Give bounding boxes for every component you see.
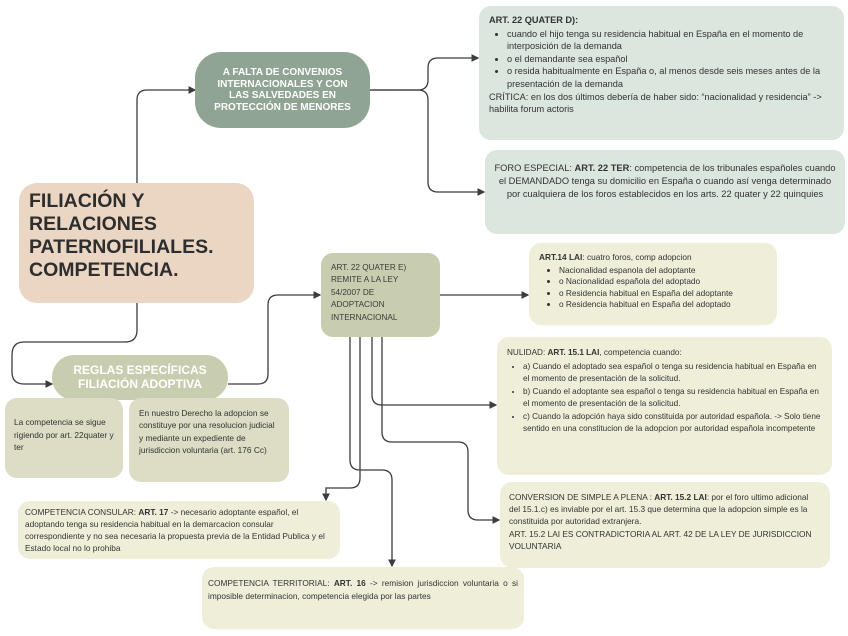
consular-article: ART. 17 xyxy=(138,507,169,517)
consular-prefix: COMPETENCIA CONSULAR: xyxy=(25,507,139,517)
connector-to-remite xyxy=(228,295,320,384)
branch-convenios-line: INTERNACIONALES Y CON xyxy=(217,78,348,90)
main-title-node xyxy=(19,183,254,303)
remite-line: REMITE A LA LEY xyxy=(331,275,399,285)
branch-convenios-node xyxy=(195,52,370,128)
nulidad-item: • a) Cuando el adoptado sea español o tenga su residencia habitual en España en el momento de presentación de la solicitud. xyxy=(523,361,822,386)
competencia-sigue-text: La competencia se sigue rigiendo por art. 22quater y ter xyxy=(14,417,114,452)
art22quater-item: • o el demandante sea español xyxy=(507,53,834,66)
branch-convenios-line: A FALTA DE CONVENIOS xyxy=(222,67,343,78)
connector-to-conversion xyxy=(382,337,499,520)
art14-heading xyxy=(539,252,767,264)
connector-to-nulidad xyxy=(372,337,496,405)
nulidad-node xyxy=(497,337,832,475)
foro-especial-text: : competencia de los tribunales españoles cuando el DEMANDADO tenga su domicilio en España o cuando así venga determinado por cualquiera de los foros establecidos en los arts. 22 quater y 22 quinquies xyxy=(498,163,836,199)
art14-item: • o Residencia habitual en España del adoptado xyxy=(559,299,767,311)
conversion-article: ART. 15.2 LAI xyxy=(654,492,707,502)
art14-item: • o Nacionalidad española del adoptado xyxy=(559,276,767,288)
main-title-line: COMPETENCIA. xyxy=(29,259,179,281)
nulidad-item: • b) Cuando el adoptante sea español o tenga su residencia habitual en España en el momento de presentación de la solicitud. xyxy=(523,386,822,411)
art22quater-critica: CRÍTICA: en los dos últimos debería de haber sido: “nacionalidad y residencia” -> habilita forum actoris xyxy=(489,91,822,115)
conversion-text: : por el foro ultimo adicional del 15.1.c) es inviable por el art. 15.3 que determina que la adopcion simple es la constituida por autoridad extranjera. xyxy=(509,492,809,527)
competencia-sigue-node xyxy=(5,398,123,478)
territorial-text: -> remision jurisdiccion voluntaria o si imposible determinacion, competencia elegida por las partes xyxy=(208,578,518,601)
nulidad-prefix: NULIDAD: xyxy=(507,348,548,357)
conversion-prefix: CONVERSION DE SIMPLE A PLENA : xyxy=(509,492,655,502)
foro-especial-article: ART. 22 TER xyxy=(574,163,630,173)
art22quater-list xyxy=(489,28,834,91)
remite-node xyxy=(321,253,440,337)
main-title-line: RELACIONES xyxy=(29,213,157,235)
consular-text: -> necesario adoptante español, el adoptando tenga su residencia habitual en la demarcacion consular correspondiente y no sea necesaria la propuesta previa de la Entidad Publica y el Estado local no lo prohiba xyxy=(25,507,325,553)
foro-especial-prefix: FORO ESPECIAL: xyxy=(494,163,575,173)
main-title-line: PATERNOFILIALES. xyxy=(29,236,214,258)
art14-item: • o Residencia habitual en España del adoptante xyxy=(559,288,767,300)
remite-line: INTERNACIONAL xyxy=(331,312,398,322)
connector-to-territorial xyxy=(350,337,392,566)
branch-adoptiva-line: REGLAS ESPECÍFICAS xyxy=(73,363,207,377)
nulidad-item: • c) Cuando la adopción haya sido constituida por autoridad española. -> Solo tiene sentido en una constitucion de la adopcion por autoridad española incompetente xyxy=(523,411,822,436)
derecho-text: En nuestro Derecho la adopcion se constituye por una resolucion judicial y mediante un expediente de jurisdiccion voluntaria (art. 176 Cc) xyxy=(139,408,275,455)
art22quater-item: • cuando el hijo tenga su residencia habitual en España en el momento de interposición de la demanda xyxy=(507,28,834,53)
territorial-prefix: COMPETENCIA TERRITORIAL: xyxy=(208,578,334,588)
connector-main-to-convenios xyxy=(137,90,195,183)
art14-title: ART.14 LAI xyxy=(539,252,583,262)
remite-line: ADOPTACION xyxy=(331,300,385,310)
connector-to-consular xyxy=(326,337,360,500)
branch-adoptiva-line: FILIACIÓN ADOPTIVA xyxy=(77,376,202,391)
art22quater-title: ART. 22 QUATER D): xyxy=(489,15,579,25)
art22quater-item: • o resida habitualmente en España o, al menos desde seis meses antes de la presentación de la demanda xyxy=(507,65,834,90)
foro-especial-node xyxy=(485,150,845,234)
nulidad-article: ART. 15.1 LAI xyxy=(547,348,600,357)
connector-to-foro-especial xyxy=(370,90,484,192)
remite-line: ART. 22 QUATER E) xyxy=(331,263,407,272)
nulidad-heading xyxy=(507,347,822,360)
art22quater-node xyxy=(479,6,844,140)
main-title-line: FILIACIÓN Y xyxy=(29,190,145,212)
territorial-node xyxy=(202,567,524,629)
derecho-node xyxy=(129,398,289,482)
art14-subtitle: : cuatro foros, comp adopcion xyxy=(582,252,692,262)
branch-convenios-line: LAS SALVEDADES EN xyxy=(228,90,337,101)
nulidad-suffix: , competencia cuando: xyxy=(599,348,682,357)
art14-item: • Nacionalidad espanola del adoptante xyxy=(559,265,767,277)
branch-adoptiva-node xyxy=(52,355,228,400)
consular-node xyxy=(18,501,340,559)
branch-convenios-line: PROTECCIÓN DE MENORES xyxy=(214,101,351,113)
art14-list xyxy=(539,265,767,311)
connector-to-art22quater xyxy=(370,58,478,90)
territorial-article: ART. 16 xyxy=(333,578,366,588)
remite-line: 54/2007 DE xyxy=(331,287,375,297)
art14-node xyxy=(529,243,777,325)
conversion-node xyxy=(500,482,830,568)
conversion-note: ART. 15.2 LAI ES CONTRADICTORIA AL ART. 42 DE LA LEY DE JURISDICCION VOLUNTARIA xyxy=(509,528,812,551)
nulidad-list xyxy=(507,361,822,436)
